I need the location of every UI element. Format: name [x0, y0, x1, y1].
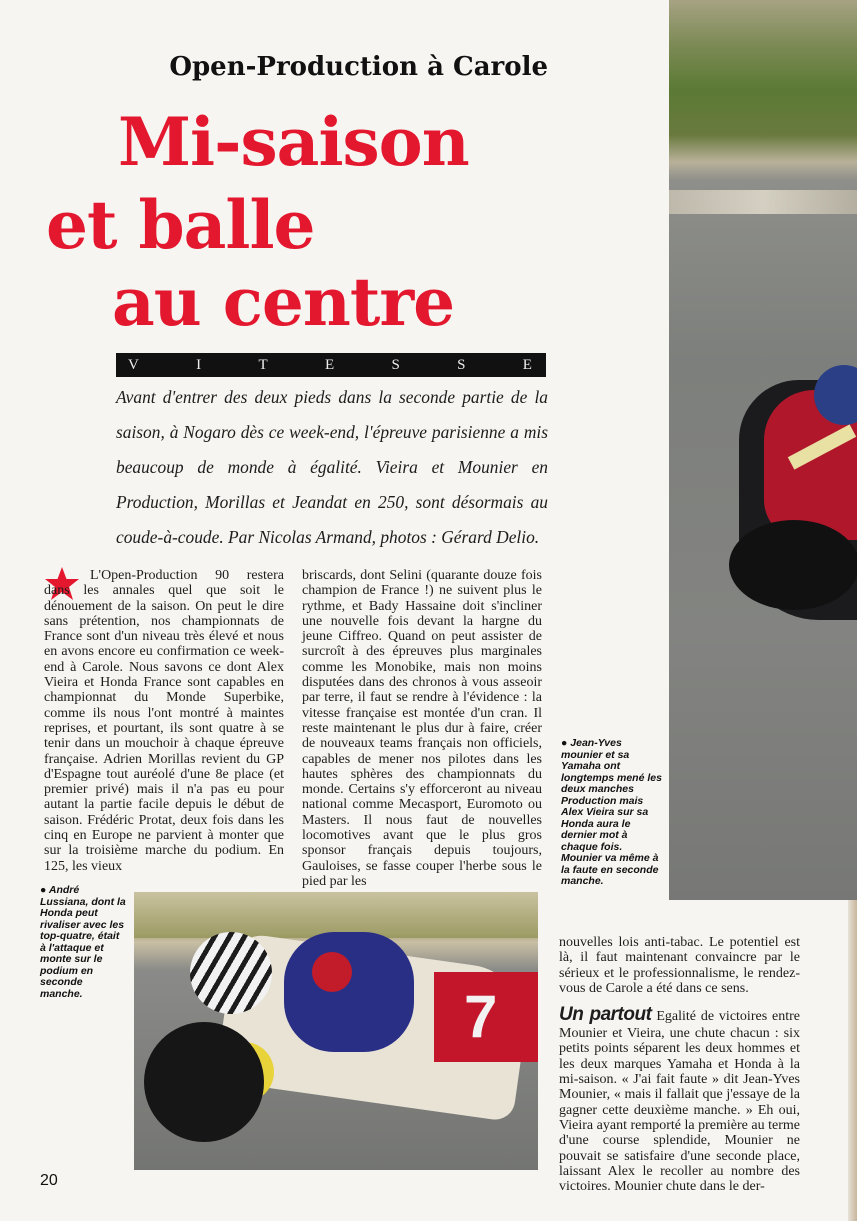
article-paragraph: nouvelles lois anti-tabac. Le potentiel est là, il faut maintenant convaincre par le sérieux et le professionnalisme, le rendez-vous de Carole a été dans ce sens. [559, 935, 800, 996]
rubric-letter: I [196, 356, 202, 373]
rubric-letter: S [457, 356, 466, 373]
motorcycle-front-tyre [144, 1022, 264, 1142]
article-column-3 [559, 935, 800, 1194]
page-number: 20 [40, 1172, 58, 1189]
photo-caption-right: ● Jean-Yves mounier et sa Yamaha ont longtemps mené les deux manches Production mais Alex Vieira sur sa Honda aura le dernier mot à chaque fois. Mounier va même à la faute en seconde manche. [561, 737, 662, 887]
section-subhead: Un partout [559, 1004, 652, 1026]
rubric-letter: E [324, 356, 335, 373]
rubric-letter: T [258, 356, 268, 373]
article-text: Egalité de victoires entre Mounier et Vieira, une chute chacun : six petits points séparent les deux hommes et les deux marques Yamaha et Honda à la mi-saison. « J'ai fait faute » dit Jean-Yves Mounier, « mais il fallait que j'essaye de la gagner cette deuxième manche. » Eh oui, Vieira ayant remporté la première au terme d'une course splendide, Mounier ne pouvait se satisfaire d'une seconde place, laissant Alex le recoller au nombre des victoires. Mounier chute dans le der- [559, 1009, 800, 1195]
headline-line-3: au centre [112, 263, 455, 341]
rider-helmet [190, 932, 272, 1014]
lion-logo-icon [312, 952, 352, 992]
article-paragraph: L'Open-Production 90 restera dans les annales quel que soit le dénouement de la saison. On peut le dire sans prétention, nos championnats de France sont d'un niveau très élevé et nous en avons encore eu confirmation ce week-end à Carole. Nous savons ce dont Alex Vieira et Honda France sont capables en championnat du Monde Superbike, comme ils nous l'ont montré à maintes reprises, et pourtant, ils sont quatre à se tenir dans un mouchoir à chaque épreuve française. Adrien Morillas revient du GP d'Espagne tout auréolé d'une 8e place (et premier privé) mais il n'a pas eu pour autant la partie facile depuis le début de saison. Frédéric Protat, deux fois dans les cinq en Europe ne parvient à monter que sur la troisième marche du podium. En 125, les vieux [44, 568, 284, 874]
article-column-1 [44, 568, 284, 874]
rubric-letter: E [522, 356, 532, 373]
headline-line-2: et balle [46, 186, 315, 264]
headline-line-1: Mi-saison [118, 103, 469, 181]
rubric-bar [116, 353, 546, 377]
kicker-title: Open-Production à Carole [169, 52, 548, 82]
race-number: 7 [464, 983, 498, 1050]
rubric-letter: V [128, 356, 139, 373]
rider-leathers [284, 932, 414, 1052]
page-edge [848, 900, 857, 1221]
rubric-letter: S [391, 356, 400, 373]
article-paragraph: briscards, dont Selini (quarante douze fois champion de France !) ne suivent plus le rythme, et Bady Hassaine doit s'incliner une nouvelle fois devant la hargne du jeune Ciffreo. Quand on peut assister de surcroît à des épreuves plus marginales comme les Monobike, mais non moins disputées dans des chronos à vous asseoir par terre, il faut se rendre à l'évidence : la vitesse française est montée d'un cran. Il reste maintenant le plus dur à faire, créer de nouveaux teams français non officiels, capables de mener nos pilotes dans les hautes sphères des championnats du monde. Certains s'y efforceront au niveau national comme Mecasport, Euromoto ou Masters. Il nous faut de nouvelles locomotives avant que le plus gros sponsor français depuis toujours, Gauloises, se fasse couper l'herbe sous le pied par les [302, 568, 542, 889]
motorcycle-tyre [729, 520, 857, 610]
standfirst: Avant d'entrer des deux pieds dans la seconde partie de la saison, à Nogaro dès ce week-end, l'épreuve parisienne a mis beaucoup de monde à égalité. Vieira et Mounier en Production, Morillas et Jeandat en 250, sont désormais au coude-à-coude. Par Nicolas Armand, photos : Gérard Delio. [116, 387, 548, 547]
article-paragraph [559, 1004, 800, 1194]
photo-lussiana-honda [134, 892, 538, 1170]
track-kerb [669, 190, 857, 214]
photo-caption-left: ● André Lussiana, dont la Honda peut rivaliser avec les top-quatre, était à l'attaque et monte sur le podium en seconde manche. [40, 884, 126, 1000]
photo-mounier-yamaha [669, 0, 857, 900]
article-column-2 [302, 568, 542, 889]
